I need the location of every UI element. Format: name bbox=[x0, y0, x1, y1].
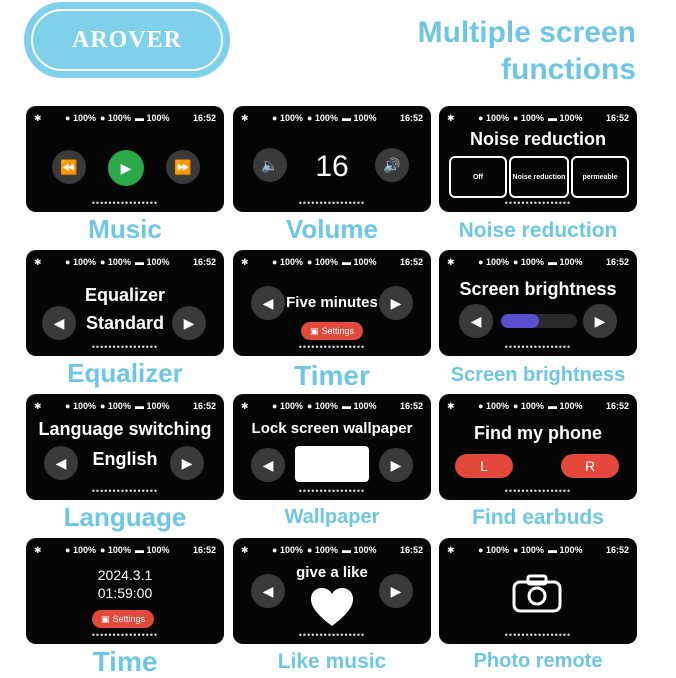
status-time: 16:52 bbox=[605, 113, 629, 123]
noise-title: Noise reduction bbox=[469, 129, 607, 149]
left-arrow-icon: ◀ bbox=[262, 582, 274, 599]
bluetooth-icon: ✱ bbox=[34, 256, 42, 267]
status-time: 16:52 bbox=[192, 257, 216, 267]
play-button[interactable] bbox=[108, 150, 144, 186]
page-dots: •••••••••••••••• bbox=[298, 342, 366, 352]
volume-up-button[interactable] bbox=[375, 148, 409, 182]
time-settings-button[interactable] bbox=[92, 610, 154, 628]
time-date: 2024.3.1 bbox=[97, 567, 153, 583]
page-dots: •••••••••••••••• bbox=[91, 630, 159, 640]
bluetooth-icon: ✱ bbox=[34, 544, 42, 555]
case-battery: ▬ 100% bbox=[341, 257, 377, 267]
status-time: 16:52 bbox=[605, 545, 629, 555]
caption-noise: Noise reduction bbox=[458, 219, 618, 242]
left-battery: ● 100% bbox=[65, 401, 96, 411]
caption-language: Language bbox=[63, 502, 187, 532]
caption-equalizer: Equalizer bbox=[67, 358, 183, 388]
caption-volume: Volume bbox=[286, 214, 378, 244]
status-bar bbox=[447, 400, 629, 412]
screen-photo bbox=[439, 538, 637, 644]
right-battery: ● 100% bbox=[306, 401, 338, 411]
equalizer-value: Standard bbox=[85, 313, 164, 333]
next-button[interactable] bbox=[166, 150, 200, 184]
left-battery: ● 100% bbox=[478, 401, 509, 411]
like-prev-button[interactable] bbox=[251, 574, 285, 608]
like-title: give a like bbox=[296, 564, 368, 581]
right-arrow-icon: ▶ bbox=[594, 312, 606, 329]
caption-music: Music bbox=[88, 214, 162, 244]
screen-wallpaper bbox=[233, 394, 431, 500]
find-right-button[interactable]: R bbox=[561, 454, 619, 478]
right-battery: ● 100% bbox=[306, 257, 338, 267]
status-time: 16:52 bbox=[399, 545, 423, 555]
equalizer-next-button[interactable] bbox=[172, 306, 206, 340]
left-arrow-icon: ◀ bbox=[262, 294, 274, 311]
right-arrow-icon: ▶ bbox=[390, 456, 402, 473]
equalizer-title: Equalizer bbox=[84, 285, 166, 305]
wallpaper-preview[interactable] bbox=[295, 446, 369, 482]
right-battery: ● 100% bbox=[512, 113, 544, 123]
bluetooth-icon: ✱ bbox=[447, 256, 455, 267]
right-battery: ● 100% bbox=[512, 401, 544, 411]
bluetooth-icon: ✱ bbox=[34, 112, 42, 123]
case-battery: ▬ 100% bbox=[341, 401, 377, 411]
volume-value: 16 bbox=[315, 150, 349, 183]
left-arrow-icon: ◀ bbox=[53, 314, 65, 331]
find-title: Find my phone bbox=[474, 423, 602, 443]
speaker-high-icon: 🔊 bbox=[383, 156, 401, 173]
caption-time: Time bbox=[92, 646, 158, 677]
status-bar bbox=[34, 544, 216, 556]
screen-time bbox=[26, 538, 224, 644]
status-bar bbox=[241, 256, 423, 268]
status-time: 16:52 bbox=[192, 113, 216, 123]
right-battery: ● 100% bbox=[512, 545, 544, 555]
case-battery: ▬ 100% bbox=[134, 545, 170, 555]
status-time: 16:52 bbox=[399, 401, 423, 411]
wallpaper-next-button[interactable] bbox=[379, 448, 413, 482]
status-time: 16:52 bbox=[399, 257, 423, 267]
page-dots: •••••••••••••••• bbox=[91, 342, 159, 352]
screen-equalizer bbox=[26, 250, 224, 356]
left-battery: ● 100% bbox=[478, 545, 509, 555]
brightness-up-button[interactable] bbox=[583, 304, 617, 338]
right-battery: ● 100% bbox=[99, 257, 131, 267]
settings-icon: ▣ bbox=[100, 613, 110, 624]
status-time: 16:52 bbox=[399, 113, 423, 123]
noise-option-permeable[interactable]: permeable bbox=[571, 156, 629, 198]
page-dots: •••••••••••••••• bbox=[504, 630, 572, 640]
camera-icon[interactable] bbox=[511, 574, 563, 614]
like-next-button[interactable] bbox=[379, 574, 413, 608]
case-battery: ▬ 100% bbox=[547, 401, 583, 411]
left-battery: ● 100% bbox=[478, 257, 509, 267]
caption-like: Like music bbox=[277, 650, 387, 673]
headline-line2: functions bbox=[501, 53, 636, 86]
status-bar bbox=[447, 544, 629, 556]
timer-settings-button[interactable] bbox=[301, 322, 363, 340]
language-value: English bbox=[92, 449, 158, 469]
fast-forward-icon: ⏩ bbox=[174, 158, 192, 175]
bluetooth-icon: ✱ bbox=[241, 544, 249, 555]
settings-icon: ▣ bbox=[309, 325, 319, 336]
left-battery: ● 100% bbox=[478, 113, 509, 123]
status-bar bbox=[241, 544, 423, 556]
right-arrow-icon: ▶ bbox=[390, 294, 402, 311]
page-dots: •••••••••••••••• bbox=[504, 342, 572, 352]
right-battery: ● 100% bbox=[512, 257, 544, 267]
right-battery: ● 100% bbox=[99, 545, 131, 555]
status-time: 16:52 bbox=[605, 401, 629, 411]
status-bar bbox=[447, 256, 629, 268]
page-dots: •••••••••••••••• bbox=[298, 198, 366, 208]
noise-option-reduction[interactable]: Noise reduction bbox=[509, 156, 569, 198]
wallpaper-title: Lock screen wallpaper bbox=[251, 420, 413, 437]
page-dots: •••••••••••••••• bbox=[91, 486, 159, 496]
status-time: 16:52 bbox=[192, 545, 216, 555]
left-arrow-icon: ◀ bbox=[262, 456, 274, 473]
time-settings-label: Settings bbox=[112, 614, 146, 624]
bluetooth-icon: ✱ bbox=[447, 400, 455, 411]
status-bar bbox=[34, 112, 216, 124]
page-dots: •••••••••••••••• bbox=[298, 630, 366, 640]
case-battery: ▬ 100% bbox=[547, 257, 583, 267]
case-battery: ▬ 100% bbox=[341, 545, 377, 555]
bluetooth-icon: ✱ bbox=[447, 112, 455, 123]
find-left-button[interactable]: L bbox=[455, 454, 513, 478]
timer-value: Five minutes bbox=[286, 294, 378, 311]
timer-next-button[interactable] bbox=[379, 286, 413, 320]
left-battery: ● 100% bbox=[272, 401, 303, 411]
brightness-fill bbox=[501, 314, 539, 328]
wallpaper-prev-button[interactable] bbox=[251, 448, 285, 482]
bluetooth-icon: ✱ bbox=[241, 256, 249, 267]
speaker-low-icon: 🔈 bbox=[261, 156, 279, 173]
page-dots: •••••••••••••••• bbox=[504, 486, 572, 496]
screen-brightness bbox=[439, 250, 637, 356]
timer-settings-label: Settings bbox=[321, 326, 355, 336]
status-bar bbox=[447, 112, 629, 124]
right-battery: ● 100% bbox=[306, 113, 338, 123]
brightness-title: Screen brightness bbox=[459, 279, 617, 299]
left-battery: ● 100% bbox=[65, 545, 96, 555]
caption-brightness: Screen brightness bbox=[450, 364, 626, 386]
case-battery: ▬ 100% bbox=[134, 401, 170, 411]
previous-button[interactable] bbox=[52, 150, 86, 184]
screen-volume bbox=[233, 106, 431, 212]
left-battery: ● 100% bbox=[272, 545, 303, 555]
noise-option-off[interactable]: Off bbox=[449, 156, 507, 198]
caption-photo: Photo remote bbox=[473, 650, 603, 672]
status-bar bbox=[241, 112, 423, 124]
case-battery: ▬ 100% bbox=[134, 257, 170, 267]
case-battery: ▬ 100% bbox=[547, 545, 583, 555]
screen-language bbox=[26, 394, 224, 500]
headline-line1: Multiple screen bbox=[417, 16, 636, 49]
rewind-icon: ⏪ bbox=[60, 158, 78, 175]
heart-icon[interactable] bbox=[309, 586, 355, 628]
status-bar bbox=[241, 400, 423, 412]
brightness-slider[interactable] bbox=[501, 314, 577, 328]
right-arrow-icon: ▶ bbox=[390, 582, 402, 599]
language-next-button[interactable] bbox=[170, 446, 204, 480]
status-bar bbox=[34, 256, 216, 268]
page-dots: •••••••••••••••• bbox=[298, 486, 366, 496]
left-battery: ● 100% bbox=[65, 257, 96, 267]
status-time: 16:52 bbox=[605, 257, 629, 267]
screen-music bbox=[26, 106, 224, 212]
screen-find bbox=[439, 394, 637, 500]
play-icon: ▶ bbox=[120, 159, 132, 176]
right-battery: ● 100% bbox=[99, 401, 131, 411]
brand-logo bbox=[24, 2, 230, 78]
bluetooth-icon: ✱ bbox=[241, 400, 249, 411]
screen-noise bbox=[439, 106, 637, 212]
bluetooth-icon: ✱ bbox=[447, 544, 455, 555]
caption-find: Find earbuds bbox=[472, 506, 604, 529]
screen-like bbox=[233, 538, 431, 644]
right-arrow-icon: ▶ bbox=[183, 314, 195, 331]
left-battery: ● 100% bbox=[272, 113, 303, 123]
status-time: 16:52 bbox=[192, 401, 216, 411]
brand-logo-text: AROVER bbox=[31, 9, 223, 71]
screen-timer bbox=[233, 250, 431, 356]
status-bar bbox=[34, 400, 216, 412]
case-battery: ▬ 100% bbox=[134, 113, 170, 123]
left-arrow-icon: ◀ bbox=[470, 312, 482, 329]
headline bbox=[418, 14, 636, 88]
right-battery: ● 100% bbox=[306, 545, 338, 555]
left-arrow-icon: ◀ bbox=[55, 454, 67, 471]
language-title: Language switching bbox=[38, 419, 212, 439]
bluetooth-icon: ✱ bbox=[34, 400, 42, 411]
case-battery: ▬ 100% bbox=[547, 113, 583, 123]
bluetooth-icon: ✱ bbox=[241, 112, 249, 123]
time-clock: 01:59:00 bbox=[97, 585, 153, 601]
caption-timer: Timer bbox=[294, 360, 370, 391]
left-battery: ● 100% bbox=[65, 113, 96, 123]
case-battery: ▬ 100% bbox=[341, 113, 377, 123]
right-battery: ● 100% bbox=[99, 113, 131, 123]
page-dots: •••••••••••••••• bbox=[504, 198, 572, 208]
brightness-down-button[interactable] bbox=[459, 304, 493, 338]
left-battery: ● 100% bbox=[272, 257, 303, 267]
page-dots: •••••••••••••••• bbox=[91, 198, 159, 208]
right-arrow-icon: ▶ bbox=[181, 454, 193, 471]
caption-wallpaper: Wallpaper bbox=[284, 506, 380, 528]
